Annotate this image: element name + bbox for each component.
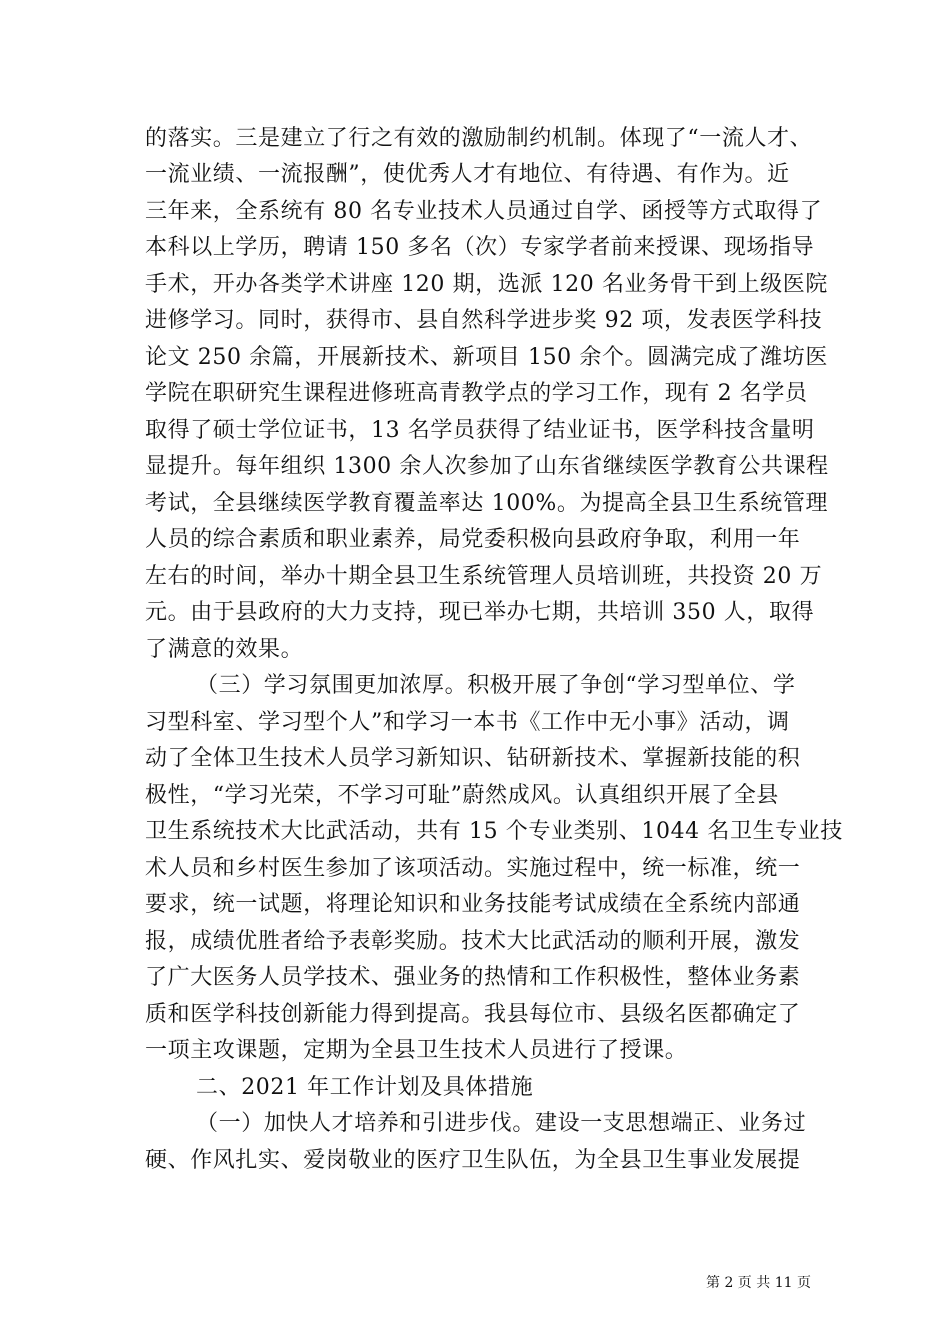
- body-text-line: 手术，开办各类学术讲座 120 期，选派 120 名业务骨干到上级医院: [145, 272, 828, 297]
- section-heading-3: （三）学习氛围更加浓厚。积极开展了争创“学习型单位、学: [196, 673, 796, 698]
- body-text-line: 动了全体卫生技术人员学习新知识、钻研新技术、掌握新技能的积: [145, 746, 801, 771]
- body-text-line: 论文 250 余篇，开展新技术、新项目 150 余个。圆满完成了潍坊医: [145, 345, 828, 370]
- body-text-line: 人员的综合素质和职业素养，局党委积极向县政府争取，利用一年: [145, 527, 801, 552]
- body-text-line: 学院在职研究生课程进修班高青教学点的学习工作，现有 2 名学员: [145, 381, 808, 406]
- body-text-line: 左右的时间，举办十期全县卫生系统管理人员培训班，共投资 20 万: [145, 564, 823, 589]
- body-text-line: 了满意的效果。: [145, 637, 304, 662]
- section-heading-2021-plan: 二、2021 年工作计划及具体措施: [196, 1075, 534, 1100]
- body-text-line: 一项主攻课题，定期为全县卫生技术人员进行了授课。: [145, 1038, 688, 1063]
- body-text-line: 三年来，全系统有 80 名专业技术人员通过自学、函授等方式取得了: [145, 199, 823, 224]
- body-text-line: 术人员和乡村医生参加了该项活动。实施过程中，统一标准，统一: [145, 856, 801, 881]
- body-text-line: 一流业绩、一流报酬”，使优秀人才有地位、有待遇、有作为。近: [145, 162, 790, 187]
- body-text-line: 本科以上学历，聘请 150 多名（次）专家学者前来授课、现场指导: [145, 235, 815, 260]
- subsection-heading-1: （一）加快人才培养和引进步伐。建设一支思想端正、业务过: [196, 1111, 807, 1136]
- body-text-line: 考试，全县继续医学教育覆盖率达 100%。为提高全县卫生系统管理: [145, 491, 829, 516]
- body-text-line: 报，成绩优胜者给予表彰奖励。技术大比武活动的顺利开展，激发: [145, 929, 801, 954]
- body-text-line: 的落实。三是建立了行之有效的激励制约机制。体现了“一流人才、: [145, 126, 813, 151]
- body-text-line: 进修学习。同时，获得市、县自然科学进步奖 92 项，发表医学科技: [145, 308, 823, 333]
- body-text-line: 习型科室、学习型个人”和学习一本书《工作中无小事》活动，调: [145, 710, 790, 735]
- body-text-line: 显提升。每年组织 1300 余人次参加了山东省继续医学教育公共课程: [145, 454, 829, 479]
- body-text-line: 要求，统一试题，将理论知识和业务技能考试成绩在全系统内部通: [145, 892, 801, 917]
- body-text-line: 质和医学科技创新能力得到提高。我县每位市、县级名医都确定了: [145, 1002, 801, 1027]
- body-text-line: 极性，“学习光荣，不学习可耻”蔚然成风。认真组织开展了全县: [145, 783, 779, 808]
- body-text-line: 取得了硕士学位证书，13 名学员获得了结业证书，医学科技含量明: [145, 418, 815, 443]
- page-number-footer: 第 2 页 共 11 页: [706, 1275, 811, 1291]
- body-text-line: 元。由于县政府的大力支持，现已举办七期，共培训 350 人，取得: [145, 600, 815, 625]
- body-text-line: 硬、作风扎实、爱岗敬业的医疗卫生队伍，为全县卫生事业发展提: [145, 1148, 801, 1173]
- body-text-line: 卫生系统技术大比武活动，共有 15 个专业类别、1044 名卫生专业技: [145, 819, 843, 844]
- body-text-line: 了广大医务人员学技术、强业务的热情和工作积极性，整体业务素: [145, 965, 801, 990]
